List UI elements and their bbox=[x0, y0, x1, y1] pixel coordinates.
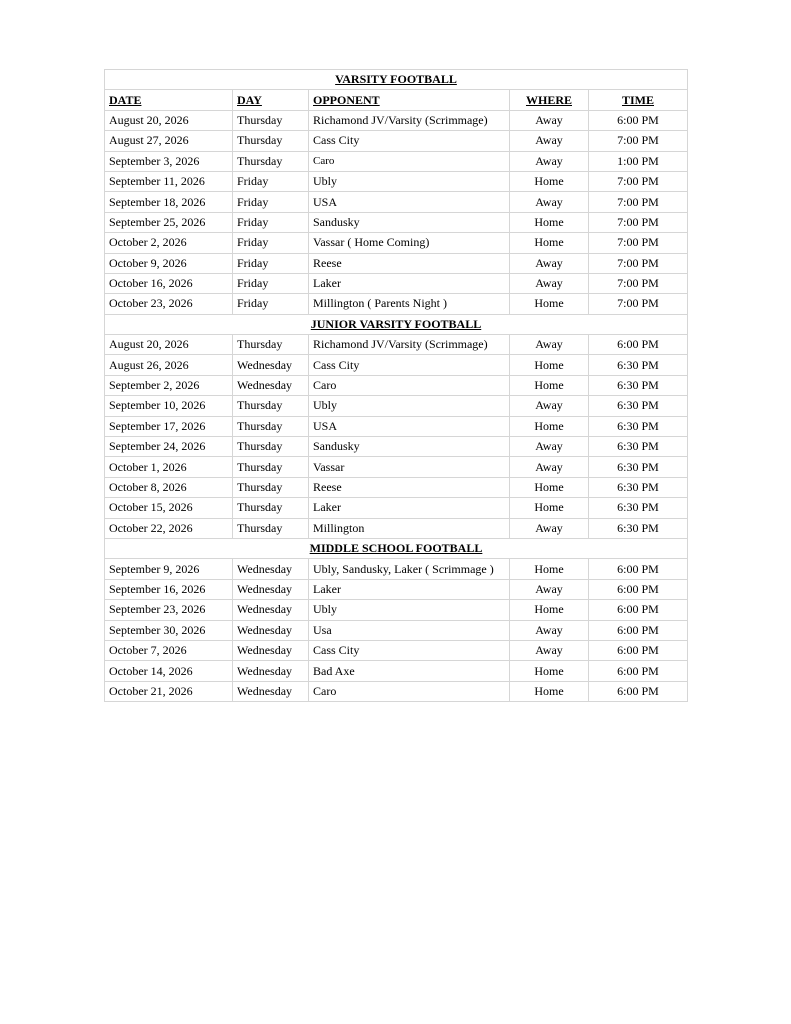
opponent-cell: Ubly bbox=[309, 600, 510, 620]
date-cell: August 26, 2026 bbox=[105, 355, 233, 375]
section-title-row bbox=[105, 538, 688, 558]
opponent-cell: Millington bbox=[309, 518, 510, 538]
date-cell: October 22, 2026 bbox=[105, 518, 233, 538]
time-cell: 6:30 PM bbox=[589, 437, 688, 457]
where-cell: Away bbox=[510, 620, 589, 640]
where-cell: Away bbox=[510, 437, 589, 457]
opponent-cell: Cass City bbox=[309, 355, 510, 375]
time-cell: 6:30 PM bbox=[589, 457, 688, 477]
where-cell: Home bbox=[510, 477, 589, 497]
where-cell: Away bbox=[510, 131, 589, 151]
table-row bbox=[105, 110, 688, 130]
opponent-cell: Vassar bbox=[309, 457, 510, 477]
date-cell: September 25, 2026 bbox=[105, 212, 233, 232]
where-cell: Home bbox=[510, 294, 589, 314]
opponent-cell: USA bbox=[309, 192, 510, 212]
opponent-cell: Richamond JV/Varsity (Scrimmage) bbox=[309, 110, 510, 130]
table-row bbox=[105, 518, 688, 538]
time-cell: 6:00 PM bbox=[589, 335, 688, 355]
table-row bbox=[105, 681, 688, 701]
table-row bbox=[105, 620, 688, 640]
date-cell: August 20, 2026 bbox=[105, 335, 233, 355]
table-row bbox=[105, 192, 688, 212]
date-cell: October 9, 2026 bbox=[105, 253, 233, 273]
opponent-cell: Ubly, Sandusky, Laker ( Scrimmage ) bbox=[309, 559, 510, 579]
where-cell: Away bbox=[510, 253, 589, 273]
column-header-where: WHERE bbox=[510, 90, 589, 110]
where-cell: Away bbox=[510, 396, 589, 416]
day-cell: Thursday bbox=[233, 416, 309, 436]
date-cell: August 27, 2026 bbox=[105, 131, 233, 151]
time-cell: 6:00 PM bbox=[589, 110, 688, 130]
where-cell: Away bbox=[510, 640, 589, 660]
day-cell: Wednesday bbox=[233, 620, 309, 640]
table-row bbox=[105, 131, 688, 151]
date-cell: October 8, 2026 bbox=[105, 477, 233, 497]
table-row bbox=[105, 151, 688, 171]
table-row bbox=[105, 437, 688, 457]
date-cell: October 7, 2026 bbox=[105, 640, 233, 660]
time-cell: 6:00 PM bbox=[589, 600, 688, 620]
table-row bbox=[105, 335, 688, 355]
time-cell: 6:00 PM bbox=[589, 620, 688, 640]
day-cell: Friday bbox=[233, 171, 309, 191]
time-cell: 6:00 PM bbox=[589, 661, 688, 681]
time-cell: 6:30 PM bbox=[589, 375, 688, 395]
table-row bbox=[105, 171, 688, 191]
day-cell: Thursday bbox=[233, 151, 309, 171]
day-cell: Friday bbox=[233, 192, 309, 212]
time-cell: 7:00 PM bbox=[589, 233, 688, 253]
opponent-cell: Caro bbox=[309, 151, 510, 171]
table-row bbox=[105, 600, 688, 620]
where-cell: Home bbox=[510, 375, 589, 395]
day-cell: Thursday bbox=[233, 131, 309, 151]
day-cell: Thursday bbox=[233, 110, 309, 130]
time-cell: 6:30 PM bbox=[589, 355, 688, 375]
date-cell: September 23, 2026 bbox=[105, 600, 233, 620]
time-cell: 1:00 PM bbox=[589, 151, 688, 171]
date-cell: October 2, 2026 bbox=[105, 233, 233, 253]
where-cell: Home bbox=[510, 681, 589, 701]
time-cell: 6:00 PM bbox=[589, 559, 688, 579]
date-cell: September 24, 2026 bbox=[105, 437, 233, 457]
table-row bbox=[105, 579, 688, 599]
where-cell: Home bbox=[510, 600, 589, 620]
table-row bbox=[105, 559, 688, 579]
time-cell: 6:30 PM bbox=[589, 396, 688, 416]
opponent-cell: Bad Axe bbox=[309, 661, 510, 681]
opponent-cell: Vassar ( Home Coming) bbox=[309, 233, 510, 253]
date-cell: September 30, 2026 bbox=[105, 620, 233, 640]
day-cell: Friday bbox=[233, 253, 309, 273]
day-cell: Friday bbox=[233, 273, 309, 293]
where-cell: Away bbox=[510, 518, 589, 538]
opponent-cell: Cass City bbox=[309, 131, 510, 151]
time-cell: 7:00 PM bbox=[589, 294, 688, 314]
where-cell: Away bbox=[510, 192, 589, 212]
day-cell: Thursday bbox=[233, 437, 309, 457]
table-row bbox=[105, 294, 688, 314]
time-cell: 7:00 PM bbox=[589, 171, 688, 191]
section-title-row bbox=[105, 70, 688, 90]
where-cell: Home bbox=[510, 233, 589, 253]
table-row bbox=[105, 640, 688, 660]
time-cell: 6:00 PM bbox=[589, 640, 688, 660]
time-cell: 6:30 PM bbox=[589, 498, 688, 518]
day-cell: Thursday bbox=[233, 335, 309, 355]
date-cell: September 17, 2026 bbox=[105, 416, 233, 436]
where-cell: Away bbox=[510, 457, 589, 477]
day-cell: Wednesday bbox=[233, 640, 309, 660]
where-cell: Home bbox=[510, 171, 589, 191]
where-cell: Away bbox=[510, 110, 589, 130]
opponent-cell: Laker bbox=[309, 498, 510, 518]
opponent-cell: Cass City bbox=[309, 640, 510, 660]
time-cell: 6:30 PM bbox=[589, 477, 688, 497]
time-cell: 7:00 PM bbox=[589, 212, 688, 232]
time-cell: 6:00 PM bbox=[589, 681, 688, 701]
where-cell: Away bbox=[510, 151, 589, 171]
day-cell: Wednesday bbox=[233, 579, 309, 599]
table-row bbox=[105, 396, 688, 416]
table-row bbox=[105, 375, 688, 395]
where-cell: Away bbox=[510, 273, 589, 293]
date-cell: September 18, 2026 bbox=[105, 192, 233, 212]
table-row bbox=[105, 457, 688, 477]
where-cell: Home bbox=[510, 661, 589, 681]
table-row bbox=[105, 661, 688, 681]
time-cell: 7:00 PM bbox=[589, 192, 688, 212]
table-row bbox=[105, 416, 688, 436]
date-cell: September 2, 2026 bbox=[105, 375, 233, 395]
time-cell: 7:00 PM bbox=[589, 131, 688, 151]
day-cell: Wednesday bbox=[233, 600, 309, 620]
date-cell: September 9, 2026 bbox=[105, 559, 233, 579]
day-cell: Thursday bbox=[233, 396, 309, 416]
date-cell: September 11, 2026 bbox=[105, 171, 233, 191]
date-cell: September 10, 2026 bbox=[105, 396, 233, 416]
column-header-date: DATE bbox=[105, 90, 233, 110]
opponent-cell: Reese bbox=[309, 477, 510, 497]
opponent-cell: Usa bbox=[309, 620, 510, 640]
day-cell: Wednesday bbox=[233, 375, 309, 395]
day-cell: Thursday bbox=[233, 477, 309, 497]
where-cell: Home bbox=[510, 355, 589, 375]
opponent-cell: Millington ( Parents Night ) bbox=[309, 294, 510, 314]
column-header-day: DAY bbox=[233, 90, 309, 110]
time-cell: 6:30 PM bbox=[589, 416, 688, 436]
day-cell: Friday bbox=[233, 294, 309, 314]
section-title: MIDDLE SCHOOL FOOTBALL bbox=[105, 538, 688, 558]
day-cell: Thursday bbox=[233, 498, 309, 518]
table-row bbox=[105, 212, 688, 232]
where-cell: Home bbox=[510, 212, 589, 232]
table-row bbox=[105, 253, 688, 273]
opponent-cell: Ubly bbox=[309, 396, 510, 416]
opponent-cell: Caro bbox=[309, 681, 510, 701]
day-cell: Friday bbox=[233, 233, 309, 253]
where-cell: Home bbox=[510, 559, 589, 579]
opponent-cell: USA bbox=[309, 416, 510, 436]
date-cell: October 21, 2026 bbox=[105, 681, 233, 701]
schedule-table bbox=[104, 69, 688, 702]
section-title-row bbox=[105, 314, 688, 334]
opponent-cell: Sandusky bbox=[309, 212, 510, 232]
time-cell: 6:00 PM bbox=[589, 579, 688, 599]
where-cell: Home bbox=[510, 498, 589, 518]
date-cell: August 20, 2026 bbox=[105, 110, 233, 130]
table-row bbox=[105, 355, 688, 375]
table-row bbox=[105, 477, 688, 497]
where-cell: Home bbox=[510, 416, 589, 436]
opponent-cell: Richamond JV/Varsity (Scrimmage) bbox=[309, 335, 510, 355]
opponent-cell: Reese bbox=[309, 253, 510, 273]
date-cell: September 3, 2026 bbox=[105, 151, 233, 171]
date-cell: October 23, 2026 bbox=[105, 294, 233, 314]
where-cell: Away bbox=[510, 335, 589, 355]
table-row bbox=[105, 498, 688, 518]
day-cell: Wednesday bbox=[233, 681, 309, 701]
date-cell: October 14, 2026 bbox=[105, 661, 233, 681]
section-title: VARSITY FOOTBALL bbox=[105, 70, 688, 90]
time-cell: 6:30 PM bbox=[589, 518, 688, 538]
section-title: JUNIOR VARSITY FOOTBALL bbox=[105, 314, 688, 334]
date-cell: October 15, 2026 bbox=[105, 498, 233, 518]
column-header-opponent: OPPONENT bbox=[309, 90, 510, 110]
date-cell: September 16, 2026 bbox=[105, 579, 233, 599]
time-cell: 7:00 PM bbox=[589, 253, 688, 273]
opponent-cell: Laker bbox=[309, 273, 510, 293]
day-cell: Wednesday bbox=[233, 355, 309, 375]
column-header-row bbox=[105, 90, 688, 110]
opponent-cell: Sandusky bbox=[309, 437, 510, 457]
opponent-cell: Ubly bbox=[309, 171, 510, 191]
table-row bbox=[105, 233, 688, 253]
day-cell: Friday bbox=[233, 212, 309, 232]
day-cell: Wednesday bbox=[233, 661, 309, 681]
day-cell: Thursday bbox=[233, 457, 309, 477]
time-cell: 7:00 PM bbox=[589, 273, 688, 293]
column-header-time: TIME bbox=[589, 90, 688, 110]
table-row bbox=[105, 273, 688, 293]
where-cell: Away bbox=[510, 579, 589, 599]
opponent-cell: Caro bbox=[309, 375, 510, 395]
day-cell: Thursday bbox=[233, 518, 309, 538]
opponent-cell: Laker bbox=[309, 579, 510, 599]
date-cell: October 16, 2026 bbox=[105, 273, 233, 293]
day-cell: Wednesday bbox=[233, 559, 309, 579]
date-cell: October 1, 2026 bbox=[105, 457, 233, 477]
